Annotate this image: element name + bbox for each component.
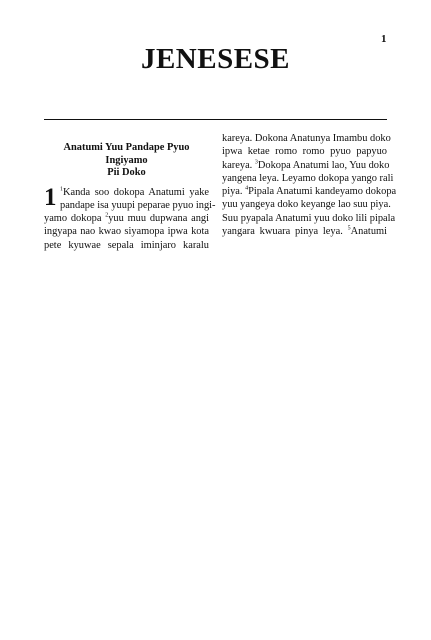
verse-line: yangara kwuara pinya leya. $^5$Anatumi bbox=[222, 225, 387, 238]
verse-line: Suu pyapala Anatumi yuu doko lili pipala bbox=[222, 212, 396, 224]
section-heading-line-1: Anatumi Yuu Pandape Pyuo Ingiyamo bbox=[63, 142, 190, 166]
verse-line: ingyapa nao kwao siyamopa ipwa kota bbox=[44, 226, 209, 238]
left-column bbox=[44, 132, 216, 252]
verse-line: kareya. $^3$Dokopa Anatumi lao, Yuu doko bbox=[222, 159, 390, 171]
verse-marker: 5 bbox=[347, 225, 351, 232]
verse-line: piya. $^4$Pipala Anatumi kandeyamo dokopa bbox=[222, 185, 397, 198]
book-title: JENESESE bbox=[140, 43, 291, 75]
verse-line: yuu yangeya doko keyange lao suu piya. bbox=[222, 199, 391, 211]
verse-line: pandape isa yuupi peparae pyuo ingi- bbox=[60, 199, 216, 211]
right-column bbox=[222, 132, 397, 238]
verse-marker: 2 bbox=[105, 212, 109, 219]
verse-line: kareya. Dokona Anatunya Imambu doko bbox=[222, 133, 391, 144]
verse-line: $^1$Kanda soo dokopa Anatumi yake bbox=[60, 186, 209, 198]
verse-marker: 3 bbox=[254, 159, 258, 166]
title-rule bbox=[44, 119, 387, 120]
section-heading-line-2: Pii Doko bbox=[107, 167, 146, 178]
verse-line: yangena leya. Leyamo dokopa yango rali bbox=[222, 172, 394, 184]
chapter-block bbox=[44, 183, 216, 252]
chapter-number: 1 bbox=[44, 183, 57, 211]
verse-marker: 4 bbox=[245, 185, 249, 192]
verse-line: pete kyuwae sepala iminjaro karalu bbox=[44, 239, 209, 251]
verse-marker: 1 bbox=[60, 186, 63, 193]
verse-line: ipwa ketae romo romo pyuo papyuo bbox=[222, 146, 387, 158]
page-number: 1 bbox=[381, 33, 387, 45]
verse-line: yamo dokopa $^2$yuu muu dupwana angi bbox=[44, 212, 209, 225]
section-heading bbox=[44, 142, 209, 180]
